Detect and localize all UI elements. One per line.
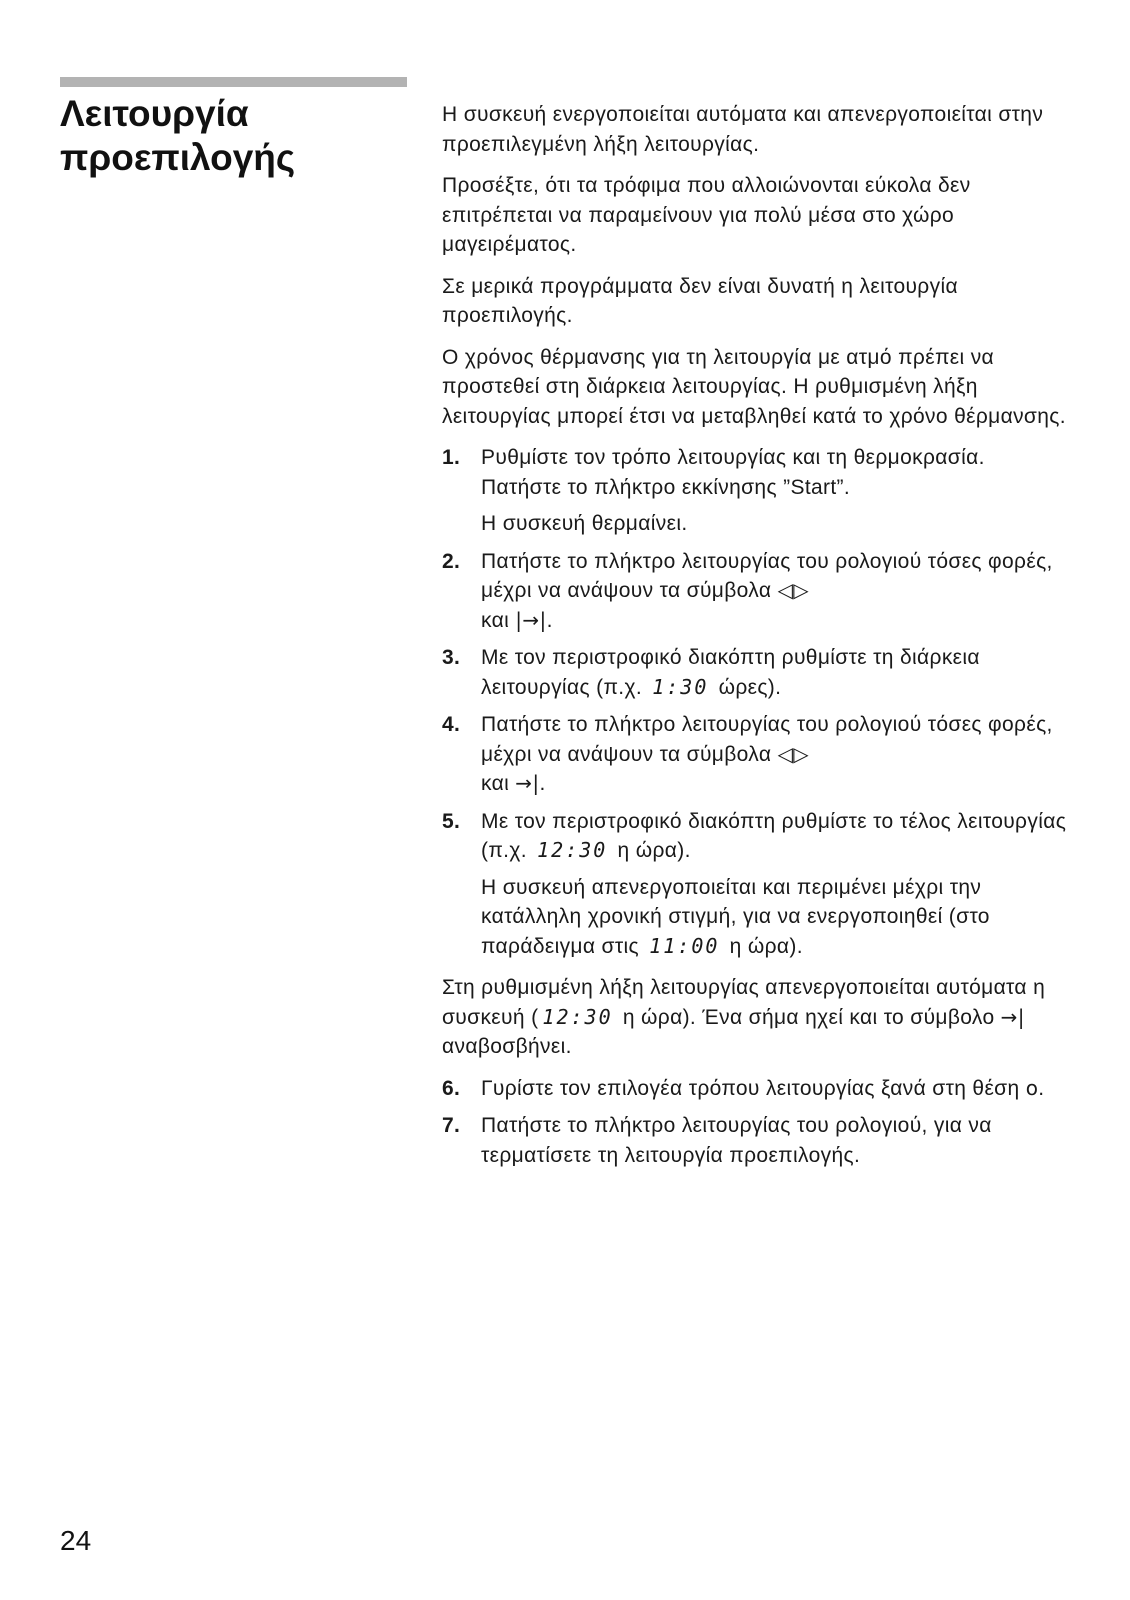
step-result: Η συσκευή θερμαίνει. bbox=[481, 512, 688, 535]
duration-end-arrows-icon: ◁▷ bbox=[777, 578, 809, 602]
section-header-rule bbox=[60, 77, 407, 87]
step-2 bbox=[442, 547, 1067, 636]
step-1 bbox=[442, 443, 1067, 539]
step-number: 3. bbox=[442, 646, 461, 669]
section-heading-line-2: προεπιλογής bbox=[60, 137, 296, 178]
step-text-conjunction: και bbox=[481, 608, 510, 632]
end-note-text-mid: η ώρα). Ένα σήμα ηχεί και το σύμβολο bbox=[622, 1005, 995, 1029]
section-heading bbox=[60, 92, 405, 180]
end-note-text-end: αναβοσβήνει. bbox=[442, 1035, 572, 1058]
step-number: 4. bbox=[442, 713, 461, 736]
off-position-icon: o bbox=[1025, 1075, 1039, 1100]
step-text-end: . bbox=[546, 608, 553, 632]
step-text-end: η ώρα). bbox=[617, 839, 691, 862]
step-text-end: . bbox=[1038, 1076, 1045, 1100]
step-number: 7. bbox=[442, 1114, 461, 1137]
step-text: Γυρίστε τον επιλογέα τρόπου λειτουργίας ξανά στη θέση bbox=[481, 1076, 1020, 1100]
step-3 bbox=[442, 643, 1067, 702]
end-time-icon: →| bbox=[515, 771, 540, 795]
limitation-paragraph: Σε μερικά προγράμματα δεν είναι δυνατή η λειτουργία προεπιλογής. bbox=[442, 274, 958, 327]
step-text: Με τον περιστροφικό διακόπτη ρυθμίστε το τέλος λειτουργίας (π.χ. bbox=[481, 809, 1067, 862]
end-note-paragraph bbox=[442, 973, 1067, 1062]
step-text: Πατήστε το πλήκτρο λειτουργίας του ρολογιού, για να τερματίσετε τη λειτουργία προεπιλογής. bbox=[481, 1114, 992, 1167]
step-7 bbox=[442, 1111, 1067, 1170]
lcd-time-display: 1:30 bbox=[652, 674, 709, 699]
step-text-end: . bbox=[539, 772, 546, 795]
duration-end-arrows-icon: ◁▷ bbox=[777, 741, 809, 766]
intro-paragraph: Η συσκευή ενεργοποιείται αυτόματα και απενεργοποιείται στην προεπιλεγμένη λήξη λειτουργίας. bbox=[442, 103, 1044, 156]
duration-icon: |→| bbox=[515, 607, 547, 632]
step-number: 1. bbox=[442, 446, 461, 469]
step-number: 6. bbox=[442, 1076, 461, 1100]
warning-paragraph: Προσέξτε, ότι τα τρόφιμα που αλλοιώνονται εύκολα δεν επιτρέπεται να παραμείνουν για πολύ μέσα στο χώρο μαγειρέματος. bbox=[442, 174, 971, 256]
step-result bbox=[481, 873, 1067, 962]
step-result-text-end: η ώρα). bbox=[729, 934, 803, 958]
steps-list-a bbox=[442, 443, 1067, 961]
page-number: 24 bbox=[60, 1525, 92, 1556]
steam-heating-paragraph: Ο χρόνος θέρμανσης για τη λειτουργία με ατμό πρέπει να προστεθεί στη διάρκεια λειτουργίας. Η ρυθμισμένη λήξη λειτουργίας μπορεί έτσι να μεταβληθεί κατά το χρόνο θέρμανσης. bbox=[442, 345, 1066, 428]
step-6 bbox=[442, 1074, 1067, 1104]
step-result-text: Η συσκευή απενεργοποιείται και περιμένει μέχρι την κατάλληλη χρονική στιγμή, για να ενεργοποιηθεί (στο παράδειγμα στις bbox=[481, 875, 990, 958]
end-note-text: Στη ρυθμισμένη λήξη λειτουργίας απενεργοποιείται αυτόματα η συσκευή ( bbox=[442, 976, 1046, 1029]
lcd-time-display: 12:30 bbox=[537, 838, 608, 862]
step-text: Με τον περιστροφικό διακόπτη ρυθμίστε τη διάρκεια λειτουργίας (π.χ. bbox=[481, 646, 980, 699]
lcd-time-display: 11:00 bbox=[649, 933, 720, 958]
step-4 bbox=[442, 710, 1067, 799]
step-text: Πατήστε το πλήκτρο λειτουργίας του ρολογιού τόσες φορές, μέχρι να ανάψουν τα σύμβολα bbox=[481, 549, 1053, 602]
section-heading-line-1: Λειτουργία bbox=[60, 93, 249, 134]
step-number: 5. bbox=[442, 809, 461, 833]
step-text: Ρυθμίστε τον τρόπο λειτουργίας και τη θερμοκρασία. Πατήστε το πλήκτρο εκκίνησης ”Start”. bbox=[481, 446, 985, 499]
step-5 bbox=[442, 807, 1067, 962]
step-text-conjunction: και bbox=[481, 772, 510, 795]
main-content bbox=[442, 100, 1067, 1182]
end-time-icon: →| bbox=[1000, 1004, 1025, 1029]
lcd-time-display: 12:30 bbox=[542, 1004, 613, 1029]
steps-list-b bbox=[442, 1074, 1067, 1171]
step-text-end: ώρες). bbox=[718, 675, 782, 699]
step-text: Πατήστε το πλήκτρο λειτουργίας του ρολογιού τόσες φορές, μέχρι να ανάψουν τα σύμβολα bbox=[481, 713, 1053, 766]
step-number: 2. bbox=[442, 549, 461, 573]
